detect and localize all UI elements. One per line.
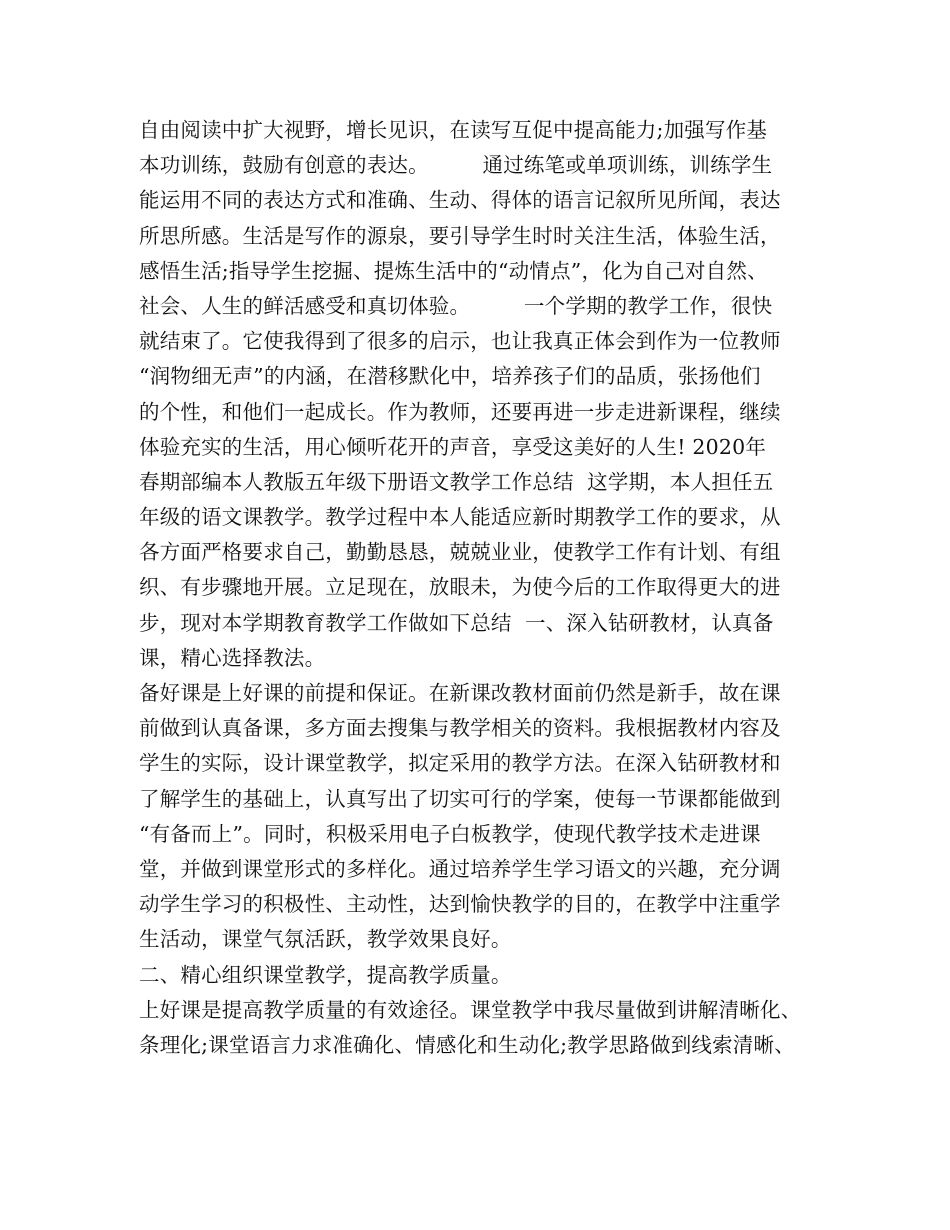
text-line: 的个性，和他们一起成长。作为教师，还要再进一步走进新课程，继续	[139, 399, 781, 424]
text-line: “有备而上”。同时，积极采用电子白板教学，使现代教学技术走进课	[139, 821, 761, 846]
text-line: 春期部编本人教版五年级下册语文教学工作总结 这学期，本人担任五	[139, 469, 774, 494]
text-line: 生活动，课堂气氛活跃，教学效果良好。	[139, 927, 512, 952]
text-line: 条理化;课堂语言力求准确化、情感化和生动化;教学思路做到线索清晰、	[139, 1032, 795, 1057]
text-line: 本功训练，鼓励有创意的表达。 通过练笔或单项训练，训练学生	[139, 153, 773, 178]
text-line: 自由阅读中扩大视野，增长见识，在读写互促中提高能力;加强写作基	[139, 118, 768, 142]
text-line: 课，精心选择教法。	[139, 645, 326, 670]
text-line: 动学生学习的积极性、主动性，达到愉快教学的目的，在教学中注重学	[139, 892, 781, 917]
text-line: 前做到认真备课，多方面去搜集与教学相关的资料。我根据教材内容及	[139, 716, 781, 741]
text-line: “润物细无声”的内涵，在潜移默化中，培养孩子们的品质，张扬他们	[139, 364, 761, 389]
text-line: 上好课是提高教学质量的有效途径。课堂教学中我尽量做到讲解清晰化、	[139, 997, 802, 1022]
text-line: 所思所感。生活是写作的源泉，要引导学生时时关注生活，体验生活，	[139, 223, 781, 248]
text-line: 了解学生的基础上，认真写出了切实可行的学案，使每一节课都能做到	[139, 786, 781, 811]
text-line: 就结束了。它使我得到了很多的启示，也让我真正体会到作为一位教师	[139, 329, 781, 354]
text-line: 感悟生活;指导学生挖掘、提炼生活中的“动情点”，化为自己对自然、	[139, 258, 768, 283]
section-heading: 二、精心组织课堂教学，提高教学质量。	[139, 962, 512, 987]
text-line: 备好课是上好课的前提和保证。在新课改教材面前仍然是新手，故在课	[139, 681, 781, 705]
text-line: 学生的实际，设计课堂教学，拟定采用的教学方法。在深入钻研教材和	[139, 751, 781, 776]
text-line: 织、有步骤地开展。立足现在，放眼未，为使今后的工作取得更大的进	[139, 575, 781, 600]
text-line: 能运用不同的表达方式和准确、生动、得体的语言记叙所见所闻，表达	[139, 188, 781, 213]
text-line: 年级的语文课教学。教学过程中本人能适应新时期教学工作的要求，从	[139, 505, 781, 530]
text-line: 社会、人生的鲜活感受和真切体验。 一个学期的教学工作，很快	[139, 293, 773, 318]
body-text	[139, 113, 829, 1063]
text-line: 步，现对本学期教育教学工作做如下总结 一、深入钻研教材，认真备	[139, 610, 774, 635]
text-line: 体验充实的生活，用心倾听花开的声音，享受这美好的人生! 2020年	[139, 434, 767, 459]
text-line: 堂，并做到课堂形式的多样化。通过培养学生学习语文的兴趣，充分调	[139, 856, 781, 881]
text-line: 各方面严格要求自己，勤勤恳恳，兢兢业业，使教学工作有计划、有组	[139, 540, 781, 565]
